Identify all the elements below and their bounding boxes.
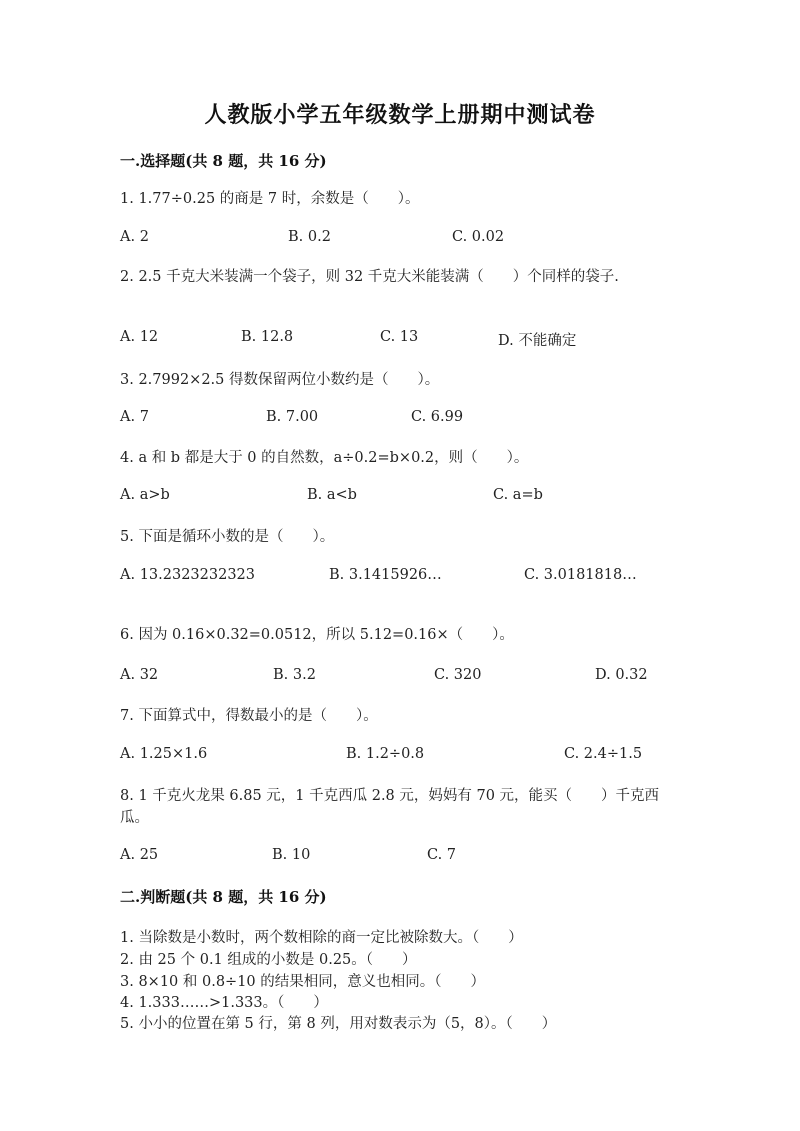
page-title: 人教版小学五年级数学上册期中测试卷 xyxy=(204,102,596,128)
option-8b: B. 10 xyxy=(272,847,311,863)
option-4a: A. a>b xyxy=(120,487,170,503)
question-5: 5. 下面是循环小数的是（ ）。 xyxy=(120,529,335,545)
question-6: 6. 因为 0.16×0.32=0.0512，所以 5.12=0.16×（ ）。 xyxy=(120,627,514,643)
question-3: 3. 2.7992×2.5 得数保留两位小数约是（ ）。 xyxy=(120,372,440,388)
option-7c: C. 2.4÷1.5 xyxy=(564,746,643,762)
option-7a: A. 1.25×1.6 xyxy=(120,746,208,762)
option-2d: D. 不能确定 xyxy=(498,333,577,349)
option-7b: B. 1.2÷0.8 xyxy=(346,746,425,762)
option-2b: B. 12.8 xyxy=(241,329,294,345)
option-3a: A. 7 xyxy=(120,409,149,425)
option-6d: D. 0.32 xyxy=(595,667,648,683)
option-5a: A. 13.2323232323 xyxy=(120,567,256,583)
tf-item-5: 5. 小小的位置在第 5 行，第 8 列，用对数表示为（5，8）。（ ） xyxy=(120,1016,557,1032)
tf-item-4: 4. 1.333……>1.333。（ ） xyxy=(120,995,328,1011)
option-1a: A. 2 xyxy=(120,229,149,245)
option-8c: C. 7 xyxy=(427,847,457,863)
question-1: 1. 1.77÷0.25 的商是 7 时，余数是（ ）。 xyxy=(120,191,420,207)
section-heading-true-false: 二.判断题(共 8 题，共 16 分) xyxy=(120,888,327,906)
option-2c: C. 13 xyxy=(380,329,419,345)
option-6a: A. 32 xyxy=(120,667,159,683)
tf-item-3: 3. 8×10 和 0.8÷10 的结果相同，意义也相同。（ ） xyxy=(120,974,486,990)
option-6b: B. 3.2 xyxy=(273,667,316,683)
question-4: 4. a 和 b 都是大于 0 的自然数，a÷0.2=b×0.2，则（ ）。 xyxy=(120,450,529,466)
option-4b: B. a<b xyxy=(307,487,357,503)
option-1c: C. 0.02 xyxy=(452,229,505,245)
question-7: 7. 下面算式中，得数最小的是（ ）。 xyxy=(120,708,378,724)
option-2a: A. 12 xyxy=(120,329,159,345)
option-6c: C. 320 xyxy=(434,667,482,683)
section-heading-choice: 一.选择题(共 8 题，共 16 分) xyxy=(120,152,327,170)
option-1b: B. 0.2 xyxy=(288,229,331,245)
option-3c: C. 6.99 xyxy=(411,409,464,425)
option-8a: A. 25 xyxy=(120,847,159,863)
option-5c: C. 3.0181818… xyxy=(524,567,637,583)
option-4c: C. a=b xyxy=(493,487,543,503)
tf-item-1: 1. 当除数是小数时，两个数相除的商一定比被除数大。（ ） xyxy=(120,930,523,946)
tf-item-2: 2. 由 25 个 0.1 组成的小数是 0.25。（ ） xyxy=(120,952,417,968)
question-2: 2. 2.5 千克大米装满一个袋子，则 32 千克大米能装满（ ）个同样的袋子. xyxy=(120,269,619,285)
option-5b: B. 3.1415926… xyxy=(329,567,442,583)
option-3b: B. 7.00 xyxy=(266,409,319,425)
question-8: 8. 1 千克火龙果 6.85 元，1 千克西瓜 2.8 元，妈妈有 70 元，能买（ ）千克西瓜。 xyxy=(120,788,660,826)
